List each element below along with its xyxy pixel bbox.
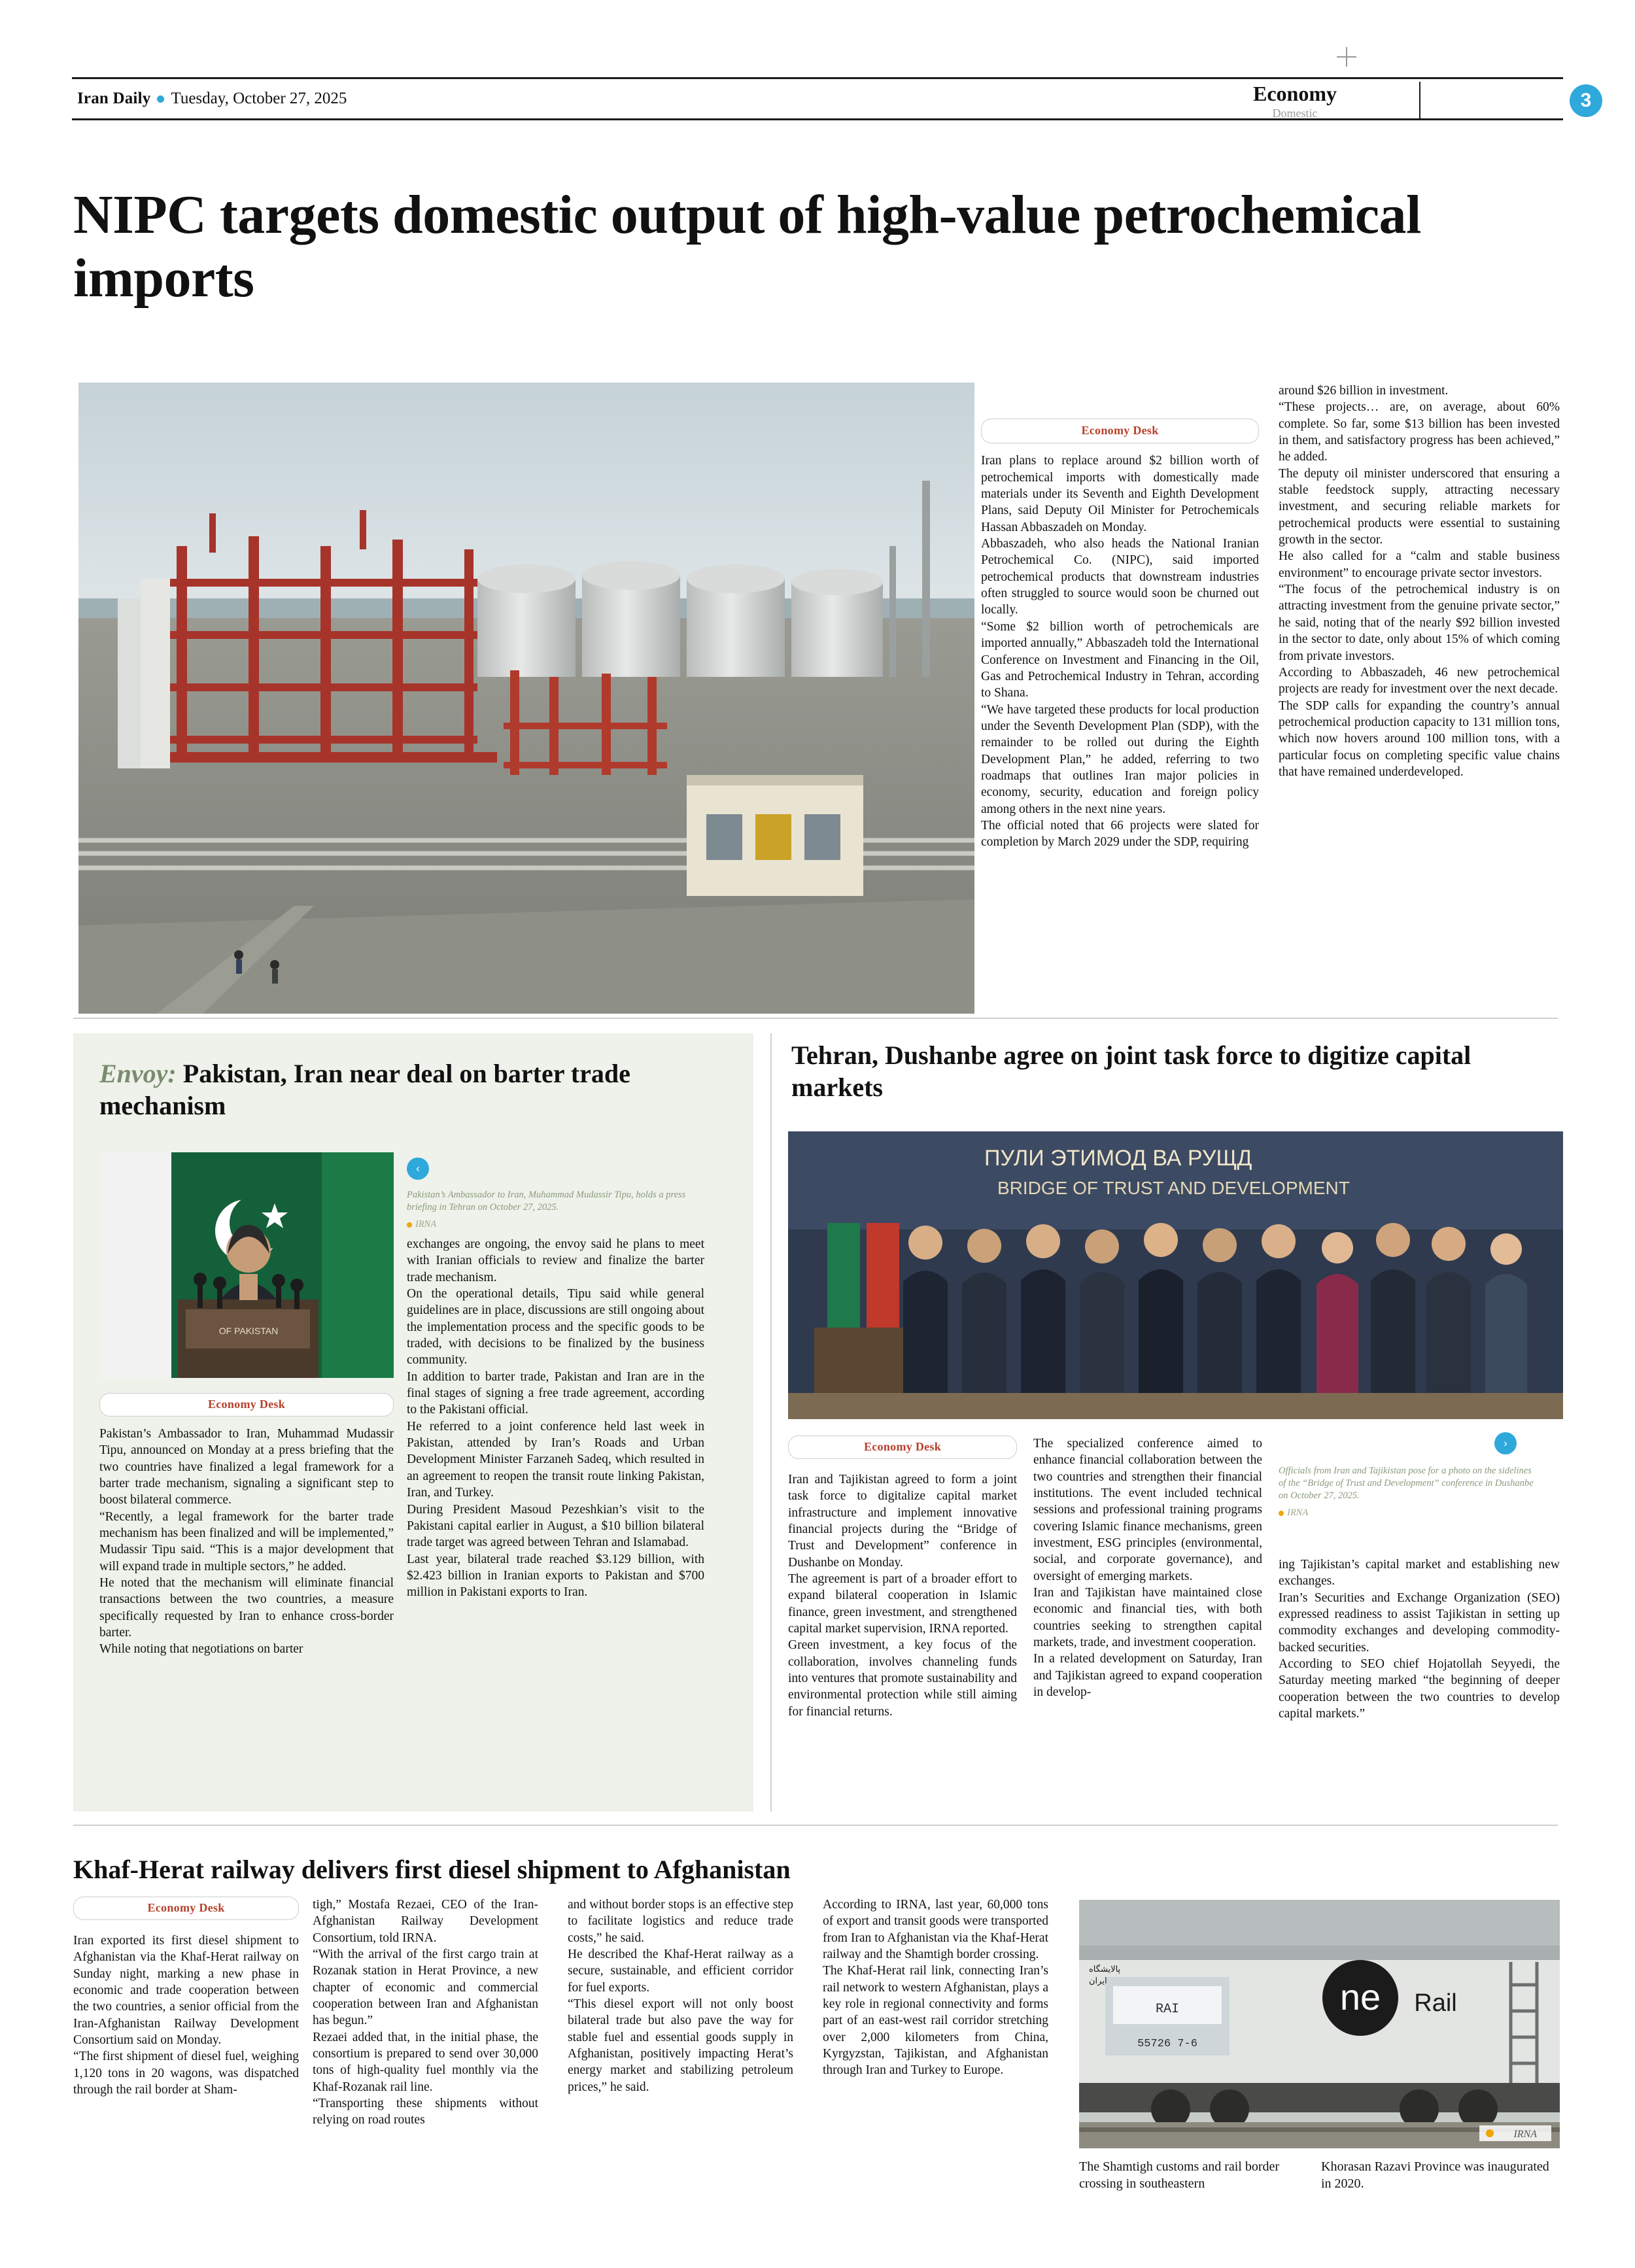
envoy-desk-block — [99, 1393, 394, 1417]
svg-text:OF PAKISTAN: OF PAKISTAN — [218, 1326, 279, 1336]
page-number-badge: 3 — [1570, 84, 1602, 117]
khaf-paragraph: “The first shipment of diesel fuel, weighing 1,120 tons in 20 wagons, was dispatched through the rail border at Sham- — [73, 2050, 299, 2097]
section-header — [1216, 83, 1373, 120]
dushanbe-paragraph: ing Tajikistan’s capital market and establishing new exchanges. — [1279, 1558, 1560, 1589]
dushanbe-photo-caption-block — [1279, 1465, 1540, 1519]
section-name: Economy — [1253, 82, 1337, 105]
khaf-paragraph: According to IRNA, last year, 60,000 tons of export and transit goods were transported from Iran to Afghanistan via the Khaf-Herat railway and the Shamtigh border crossing. — [823, 1898, 1048, 1962]
envoy-photo-credit — [407, 1219, 704, 1230]
envoy-paragraph: Pakistan’s Ambassador to Iran, Muhammad Mudassir Tipu, announced on Monday at a press briefing that the two countries have finalized a legal framework for a barter trade mechanism, signaling a significant step to boost bilateral commerce. — [99, 1427, 394, 1507]
dushanbe-paragraph: Iran and Tajikistan have maintained close economic and financial ties, with both countries seeking to strengthen capital markets, trade, and investment cooperation. — [1033, 1586, 1262, 1650]
envoy-paragraph: “Recently, a legal framework for the barter trade mechanism has been finalized and will be implemented,” Mudassir Tipu said. “This is a major development that will expand trade in multiple sectors,” he added. — [99, 1509, 394, 1573]
lead-paragraph: around $26 billion in investment. — [1279, 384, 1449, 398]
lead-paragraph: According to Abbaszadeh, 46 new petrochemical projects are ready for investment over the next decade. — [1279, 665, 1560, 696]
envoy-paragraph: During President Masoud Pezeshkian’s visit to the Pakistani capital earlier in August, a $10 billion bilateral trade target was agreed between Tehran and Islamabad. — [407, 1502, 704, 1550]
svg-text:55726 7-6: 55726 7-6 — [1137, 2038, 1197, 2050]
envoy-photo-caption: Pakistan’s Ambassador to Iran, Muhammad Mudassir Tipu, holds a press briefing in Tehran on October 27, 2025. — [407, 1190, 686, 1213]
khaf-paragraph: tigh,” Mostafa Rezaei, CEO of the Iran-Afghanistan Railway Development Consortium, told IRNA. — [313, 1898, 538, 1945]
issue-date: Tuesday, October 27, 2025 — [171, 90, 347, 107]
envoy-column-right — [407, 1236, 704, 1601]
khaf-paragraph: “With the arrival of the first cargo train at Rozanak station in Herat Province, a new chapter of economic and commercial cooperation between Iran and Afghanistan has begun.” — [313, 1948, 538, 2028]
khaf-paragraph: “Transporting these shipments without relying on road routes — [313, 2097, 538, 2127]
masthead — [72, 77, 1592, 120]
masthead-left — [77, 90, 347, 108]
vertical-divider — [770, 1033, 772, 1812]
khaf-photo-caption-left: The Shamtigh customs and rail border crossing in southeastern — [1079, 2159, 1280, 2191]
dushanbe-paragraph: Iran’s Securities and Exchange Organization (SEO) expressed readiness to assist Tajikistan in setting up commodity exchanges and developing commodity-backed securities. — [1279, 1590, 1560, 1655]
svg-text:BRIDGE OF TRUST AND DEVELOPMEN: BRIDGE OF TRUST AND DEVELOPMENT — [997, 1178, 1350, 1198]
dushanbe-paragraph: In a related development on Saturday, Iran and Tajikistan agreed to expand cooperation in develop- — [1033, 1652, 1262, 1700]
envoy-headline — [99, 1058, 727, 1122]
khaf-paragraph: Iran exported its first diesel shipment to Afghanistan via the Khaf-Herat railway on Sunday night, marking a new phase in economic and trade cooperation between the two countries, a senior official from the Iran-Afghanistan Railway Development Consortium said on Monday. — [73, 1934, 299, 2048]
svg-text:ПУЛИ ЭТИМОД ВА РУЩД: ПУЛИ ЭТИМОД ВА РУЩД — [984, 1146, 1252, 1171]
envoy-paragraph: He referred to a joint conference held last week in Pakistan, attended by Iran’s Roads and Urban Development Minister Farzaneh Sadeq, which resulted in an agreement to reopen the transit route linking Pakistan, Iran, and Turkey. — [407, 1419, 704, 1500]
lead-photo-petrochemical-plant — [78, 383, 974, 1014]
dushanbe-photo-delegation — [788, 1131, 1563, 1419]
envoy-paragraph: Last year, bilateral trade reached $3.129 billion, with $2.423 billion in Iranian exports to Pakistan and $700 million in Pakistani exports to Iran. — [407, 1552, 704, 1600]
next-article-button[interactable]: › — [1494, 1432, 1517, 1454]
lead-column-1 — [981, 419, 1259, 851]
khaf-column-3 — [568, 1897, 793, 2095]
dushanbe-headline: Tehran, Dushanbe agree on joint task force to digitize capital markets — [791, 1040, 1472, 1102]
khaf-desk-block — [73, 1897, 299, 1920]
khaf-paragraph: “This diesel export will not only boost bilateral trade but also pave the way for stable fuel and essential goods supply in Afghanistan, positively impacting Herat’s energy market and stabilizing petroleum prices,” he said. — [568, 1997, 793, 2094]
desk-badge: Economy Desk — [788, 1435, 1017, 1459]
dushanbe-paragraph: According to SEO chief Hojatollah Seyyedi, the Saturday meeting marked “the beginning of deeper cooperation between the two countries to develop capital markets.” — [1279, 1657, 1560, 1721]
lead-paragraph: “We have targeted these products for local production under the Seventh Development Plan (SDP), with the remainder to be rolled out during the Eighth Development Plan,” he added, referring to two roadmaps that outlines Iran major policies in economy, security, education and foreign policy among others in the next nine years. — [981, 702, 1259, 816]
dushanbe-column-1 — [788, 1471, 1017, 1720]
svg-text:پالایشگاه: پالایشگاه — [1089, 1964, 1121, 1974]
khaf-paragraph: Rezaei added that, in the initial phase, the consortium is prepared to send over 30,000 tons of high-quality fuel monthly via the Khaf-Rozanak rail line. — [313, 2030, 538, 2094]
svg-text:ایران: ایران — [1089, 1976, 1107, 1985]
svg-text:Rail: Rail — [1414, 1989, 1457, 2017]
lead-paragraph: “Some $2 billion worth of petrochemicals are imported annually,” Abbaszadeh told the International Conference on Investment and Financing in the Oil, Gas and Petrochemical Industry in Tehran, according to Shana. — [981, 619, 1259, 700]
envoy-paragraph: On the operational details, Tipu said while general guidelines are in place, discussions are still ongoing about the implementation process and the specific goods to be traded, with decisions to be finalized by the business community. — [407, 1287, 704, 1367]
dushanbe-paragraph: The agreement is part of a broader effort to expand bilateral cooperation in Islamic finance, green investment, and strengthened capital market supervision, IRNA reported. — [788, 1572, 1017, 1636]
previous-article-button[interactable]: ‹ — [407, 1158, 429, 1180]
envoy-column-left — [99, 1426, 394, 1658]
credit-dot-icon — [407, 1222, 412, 1228]
bullet-icon — [157, 95, 164, 103]
lead-column-2 — [1279, 383, 1560, 780]
envoy-paragraph: He noted that the mechanism will eliminate financial transactions between the two countries, a measure specifically requested by Iran to enhance cross-border barter. — [99, 1576, 394, 1640]
dushanbe-column-2 — [1033, 1435, 1262, 1701]
khaf-photo-rail-tanker — [1079, 1900, 1560, 2148]
dushanbe-paragraph: The specialized conference aimed to enhance financial collaboration between the two countries and strengthen their financial institutions. The event included technical sessions and professional training programs covering Islamic finance mechanisms, green investment, ESG principles (environmental, social, and corporate governance), and oversight of emerging markets. — [1033, 1437, 1262, 1583]
lead-paragraph: Iran plans to replace around $2 billion worth of petrochemical imports with domestically made materials under its Seventh and Eighth Development Plans, said Deputy Oil Minister for Petrochemicals Hassan Abbaszadeh on Monday. — [981, 454, 1259, 534]
masthead-divider — [1419, 82, 1420, 120]
lead-paragraph: The official noted that 66 projects were slated for completion by March 2029 under the SDP, requiring — [981, 818, 1259, 850]
khaf-column-4 — [823, 1897, 1048, 2079]
desk-badge: Economy Desk — [99, 1393, 394, 1417]
lead-paragraph: The deputy oil minister underscored that ensuring a stable feedstock supply, attracting necessary investment, and securing reliable markets for petrochemical products were essential to sustaining growth in the sector. — [1279, 466, 1560, 547]
section-divider — [73, 1825, 1558, 1826]
khaf-column-2 — [313, 1897, 538, 2129]
khaf-photo-caption-right: Khorasan Razavi Province was inaugurated in 2020. — [1321, 2159, 1549, 2191]
article-envoy-pakistan — [73, 1033, 753, 1812]
subsection-name: Domestic — [1272, 106, 1318, 120]
section-divider — [73, 1018, 1558, 1019]
dushanbe-photo-caption: Officials from Iran and Tajikistan pose for a photo on the sidelines of the “Bridge of Trust and Development” conference in Dushanbe on October 27, 2025. — [1279, 1466, 1534, 1502]
svg-text:RAI: RAI — [1155, 2002, 1180, 2017]
dushanbe-column-3 — [1279, 1556, 1560, 1722]
envoy-paragraph: exchanges are ongoing, the envoy said he plans to meet with Iranian officials to review and finalize the barter trade mechanism. — [407, 1237, 704, 1284]
lead-paragraph: “The focus of the petrochemical industry is on attracting investment from the genuine private sector,” he said, noting that of the nearly $92 billion invested in the sector to date, only about 15% of which coming from private investors. — [1279, 583, 1560, 663]
khaf-paragraph: The Khaf-Herat rail link, connecting Iran’s rail network to western Afghanistan, plays a key role in regional connectivity and forms part of an east-west rail corridor stretching over 2,000 kilometers from China, Kyrgyzstan, Tajikistan, and Afghanistan through Iran and Turkey to Europe. — [823, 1964, 1048, 2078]
credit-label: IRNA — [1287, 1507, 1309, 1519]
svg-text:IRNA: IRNA — [1513, 2129, 1537, 2140]
khaf-headline: Khaf-Herat railway delivers first diesel shipment to Afghanistan — [73, 1855, 791, 1884]
envoy-paragraph: While noting that negotiations on barter — [99, 1642, 303, 1657]
lead-paragraph: Abbaszadeh, who also heads the National Iranian Petrochemical Co. (NIPC), said imported petrochemical products that downstream industries often struggled to source would soon be churned out locally. — [981, 537, 1259, 617]
page-title: NIPC targets domestic output of high-value petrochemical imports — [73, 184, 1421, 309]
envoy-photo-ambassador — [99, 1152, 394, 1378]
khaf-paragraph: He described the Khaf-Herat railway as a secure, sustainable, and efficient corridor for fuel exports. — [568, 1948, 793, 1995]
crop-mark — [1337, 47, 1356, 67]
desk-badge: Economy Desk — [981, 419, 1259, 443]
envoy-headline-text: Pakistan, Iran near deal on barter trade mechanism — [99, 1059, 630, 1120]
khaf-paragraph: and without border stops is an effective step to facilitate logistics and reduce trade costs,” he said. — [568, 1898, 793, 1945]
dushanbe-paragraph: Green investment, a key focus of the collaboration, involves channeling funds into ventures that promote sustainability and environmental protection while still aiming for financial returns. — [788, 1638, 1017, 1719]
desk-badge: Economy Desk — [73, 1897, 299, 1920]
dushanbe-desk-block — [788, 1435, 1017, 1459]
envoy-paragraph: In addition to barter trade, Pakistan and Iran are in the final stages of signing a free trade agreement, according to the Pakistani official. — [407, 1369, 704, 1417]
envoy-photo-caption-block — [407, 1189, 704, 1230]
dushanbe-paragraph: Iran and Tajikistan agreed to form a joint task force to digitalize capital market infrastructure and implement innovative financial projects during the “Bridge of Trust and Development” conference in Dushanbe on Monday. — [788, 1473, 1017, 1570]
lead-paragraph: The SDP calls for expanding the country’s annual petrochemical production capacity to 131 million tons, which now hovers around 100 million tons, with a particular focus on completing specific value chains that have remained underdeveloped. — [1279, 698, 1560, 779]
dushanbe-photo-credit — [1279, 1507, 1540, 1519]
khaf-column-1 — [73, 1933, 299, 2098]
envoy-headline-leadin: Envoy: — [99, 1059, 177, 1088]
svg-text:ne: ne — [1339, 1976, 1381, 2018]
credit-dot-icon — [1279, 1511, 1284, 1516]
credit-label: IRNA — [415, 1219, 437, 1230]
lead-paragraph: He also called for a “calm and stable business environment” to encourage private sector investors. — [1279, 549, 1560, 580]
lead-paragraph: “These projects… are, on average, about 60% complete. So far, some $13 billion has been invested in them, and satisfactory progress has been achieved,” he added. — [1279, 400, 1560, 464]
publication-title: Iran Daily — [77, 90, 151, 107]
